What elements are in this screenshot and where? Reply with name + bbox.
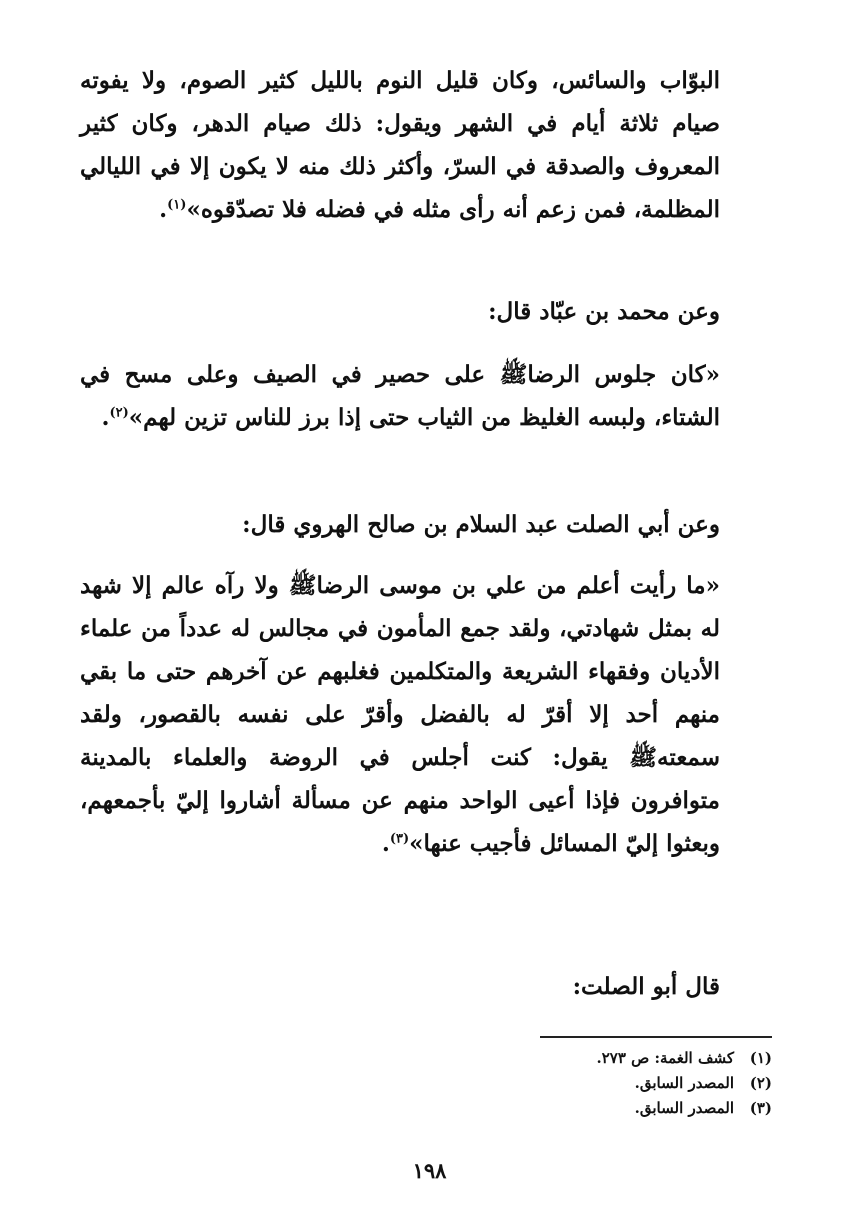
section-heading-ibn-abbad: وعن محمد بن عبّاد قال: xyxy=(488,298,720,325)
footnote-text: كشف الغمة: ص ٢٧٣. xyxy=(596,1049,734,1067)
quote-paragraph-1: «كان جلوس الرضاﷺ على حصير في الصيف وعلى مسح في الشتاء، ولبسه الغليظ من الثياب حتى إذا برز للناس تزين لهم»$^{(٢)}$. xyxy=(80,361,720,431)
paragraph-continued: البوّاب والسائس، وكان قليل النوم بالليل كثير الصوم، ولا يفوته صيام ثلاثة أيام في الشهر ويقول: ذلك صيام الدهر، وكان كثير المعروف والصدقة في السرّ، وأكثر ذلك منه لا يكون إلا في الليالي المظلمة، فمن زعم أنه رأى مثله في فضله فلا تصدّقوه»$^{(١)}$. xyxy=(80,67,720,223)
footnote-number: (٣) xyxy=(749,1099,772,1117)
footnote-ref: (١) xyxy=(167,197,187,213)
quote-text: «ما رأيت أعلم من علي بن موسى الرضاﷺ ولا رآه عالم إلا شهد له بمثل شهادتي، ولقد جمع المأمون في مجالس له عدداً من علماء الأديان وفقهاء الشريعة والمتكلمين فغلبهم عن آخرهم حتى ما بقي منهم أحد إلا أقرّ له بالفضل وأقرّ على نفسه بالقصور، ولقد سمعتهﷺ يقول: كنت أجلس في الروضة والعلماء بالمدينة متوافرون فإذا أعيى الواحد منهم عن مسألة أشاروا إليّ بأجمعهم، وبعثوا إليّ المسائل فأجيب عنها» xyxy=(80,572,720,857)
paragraph-text: البوّاب والسائس، وكان قليل النوم بالليل كثير الصوم، ولا يفوته صيام ثلاثة أيام في الشهر ويقول: ذلك صيام الدهر، وكان كثير المعروف والصدقة في السرّ، وأكثر ذلك منه لا يكون إلا في الليالي المظلمة، فمن زعم أنه رأى مثله في فضله فلا تصدّقوه» xyxy=(80,67,720,223)
footnote-ref: (٢) xyxy=(109,405,129,421)
footnote-text: المصدر السابق. xyxy=(634,1099,734,1117)
footnote-3 xyxy=(452,1096,772,1121)
footnote-number: (١) xyxy=(749,1049,772,1067)
footnotes xyxy=(452,1046,772,1121)
footnote-1 xyxy=(452,1046,772,1071)
footnote-text: المصدر السابق. xyxy=(634,1074,734,1092)
footnote-number: (٢) xyxy=(749,1074,772,1092)
footnote-2 xyxy=(452,1071,772,1096)
quote-text: «كان جلوس الرضاﷺ على حصير في الصيف وعلى مسح في الشتاء، ولبسه الغليظ من الثياب حتى إذا برز للناس تزين لهم» xyxy=(80,361,720,431)
footnote-ref: (٣) xyxy=(389,831,410,847)
page-number: ١٩٨ xyxy=(412,1158,447,1183)
section-heading-abu-salt-said: قال أبو الصلت: xyxy=(572,973,720,1000)
section-heading-abu-salt: وعن أبي الصلت عبد السلام بن صالح الهروي قال: xyxy=(242,511,720,538)
footnote-divider xyxy=(540,1036,772,1038)
quote-paragraph-2: «ما رأيت أعلم من علي بن موسى الرضاﷺ ولا رآه عالم إلا شهد له بمثل شهادتي، ولقد جمع المأمون في مجالس له عدداً من علماء الأديان وفقهاء الشريعة والمتكلمين فغلبهم عن آخرهم حتى ما بقي منهم أحد إلا أقرّ له بالفضل وأقرّ على نفسه بالقصور، ولقد سمعتهﷺ يقول: كنت أجلس في الروضة والعلماء بالمدينة متوافرون فإذا أعيى الواحد منهم عن مسألة أشاروا إليّ بأجمعهم، وبعثوا إليّ المسائل فأجيب عنها»$^{(٣)}$. xyxy=(80,572,720,857)
